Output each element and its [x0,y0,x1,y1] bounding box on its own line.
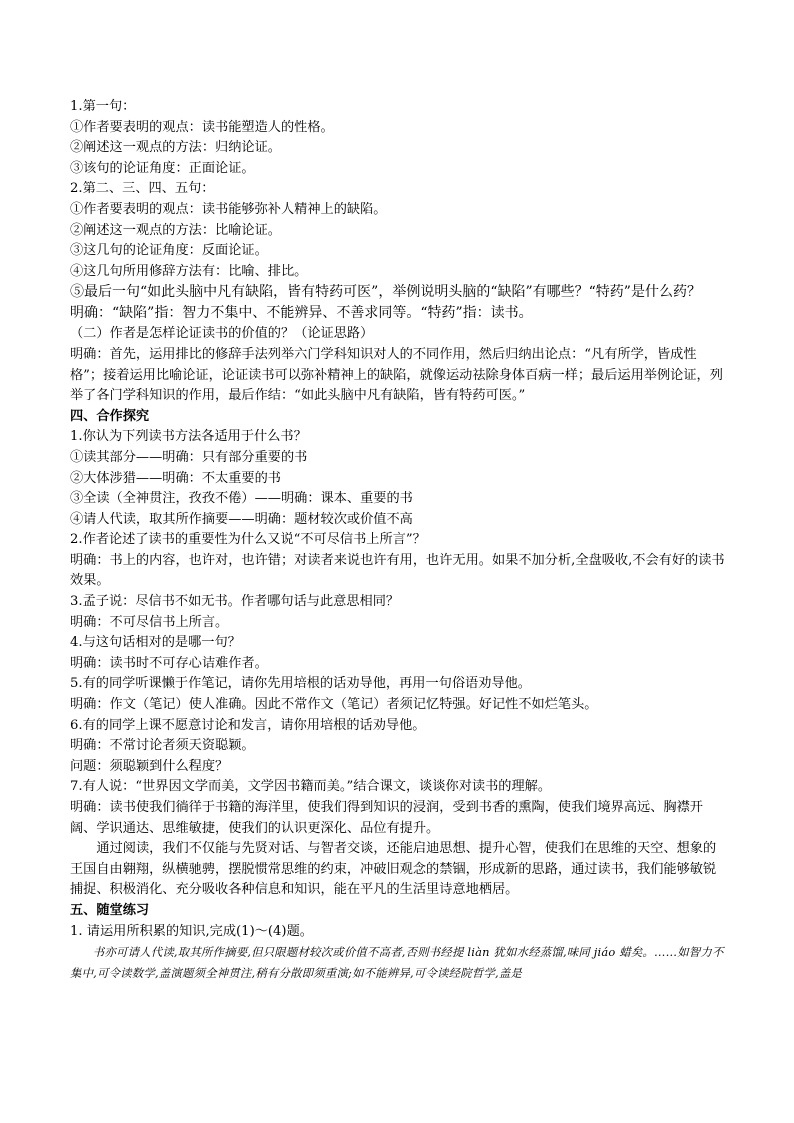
text-line: ②阐述这一观点的方法：比喻论证。 [70,222,281,238]
answer-paragraph: 明确：首先，运用排比的修辞手法列举六门学科知识对人的不同作用，然后归纳出论点：“凡有所学，皆成性格”；接着运用比喻论证，论证读书可以弥补精神上的缺陷，就像运动祛除身体百病一样；最后运用举例论证，列举了各门学科知识的作用，最后作结：“如此头脑中凡有缺陷，皆有特药可医。” [70,346,723,404]
answer-line: 明确：作文（笔记）使人准确。因此不常作文（笔记）者须记忆特强。好记性不如烂笔头。 [70,697,598,713]
list-item: ①读其部分——明确：只有部分重要的书 [70,449,308,465]
text-line: ③这几句的论证角度：反面论证。 [70,243,268,259]
section-title: 五、随堂练习 [70,902,150,918]
question-line: 2.作者论述了读书的重要性为什么又说“不可尽信书上所言”？ [70,532,426,548]
subsection-heading: （二）作者是怎样论证读书的价值的？（论证思路） [70,326,374,342]
answer-line: 明确：不常讨论者须天资聪颖。 [70,738,255,754]
answer-paragraph: 通过阅读，我们不仅能与先贤对话、与智者交谈，还能启迪思想、提升心智，使我们在思维的天空、想象的王国自由翱翔，纵横驰骋，摆脱惯常思维的约束，冲破旧观念的禁锢，形成新的思路，通过读书，我们能够敏锐捕捉、积极消化、充分吸收各种信息和知识，能在平凡的生活里诗意地栖居。 [70,841,717,898]
text-line: ③该句的论证角度：正面论证。 [70,160,255,176]
excerpt-passage: 书亦可请人代读,取其所作摘要,但只限题材较次或价值不高者,否则书经提 liàn 犹如水经蒸馏,味同 jiáo 蜡矣。……如智力不集中,可令读数学,盖演题须全神贯注,稍有分散即须重演;如不能辨异,可令读经院哲学,盖是 [70,945,724,981]
answer-paragraph: 明确：读书使我们徜徉于书籍的海洋里，使我们得到知识的浸润，受到书香的熏陶，使我们境界高远、胸襟开阔、学识通达、思维敏捷，使我们的认识更深化、品位有提升。 [70,800,703,836]
question-line: ⑤最后一句“如此头脑中凡有缺陷，皆有特药可医”，举例说明头脑的“缺陷”有哪些？“特药”是什么药？ [70,284,701,301]
question-line: 5.有的同学听课懒于作笔记，请你先用培根的话劝导他，再用一句俗语劝导他。 [70,676,531,692]
question-line: 7.有人说：“世界因文学而美，文学因书籍而美。”结合课文，谈谈你对读书的理解。 [70,779,552,795]
question-line: 4.与这句话相对的是哪一句？ [70,635,241,651]
question-line: 1.你认为下列读书方法各适用于什么书？ [70,429,307,445]
text-line: ④这几句所用修辞方法有：比喻、排比。 [70,263,308,279]
list-item: ④请人代读，取其所作摘要——明确：题材较次或价值不高 [70,511,413,527]
text-line: ②阐述这一观点的方法：归纳论证。 [70,140,281,156]
question-line: 问题：须聪颖到什么程度？ [70,758,229,774]
answer-paragraph: 明确：书上的内容，也许对，也许错；对读者来说也许有用，也许无用。如果不加分析,全盘吸收,不会有好的读书效果。 [70,552,725,589]
exercise-prompt: 1. 请运用所积累的知识,完成(1)～(4)题。 [70,923,313,939]
answer-line: 明确：读书时不可存心诘难作者。 [70,655,268,671]
answer-line: 明确：“缺陷”指：智力不集中、不能辨异、不善求同等。“特药”指：读书。 [70,305,533,322]
section-heading: 1.第一句： [70,99,136,114]
section-heading: 2.第二、三、四、五句： [70,181,215,197]
answer-line: 明确：不可尽信书上所言。 [70,614,229,630]
list-item: ③全读（全神贯注，孜孜不倦）——明确：课本、重要的书 [70,491,413,507]
text-line: ①作者要表明的观点：读书能塑造人的性格。 [70,119,334,135]
section-title: 四、合作探究 [70,408,150,424]
list-item: ②大体涉猎——明确：不太重要的书 [70,470,281,486]
text-line: ①作者要表明的观点：读书能够弥补人精神上的缺陷。 [70,201,387,217]
document-body [70,97,726,984]
question-line: 3.孟子说：尽信书不如无书。作者哪句话与此意思相同？ [70,594,400,610]
question-line: 6.有的同学上课不愿意讨论和发言，请你用培根的话劝导他。 [70,717,426,733]
